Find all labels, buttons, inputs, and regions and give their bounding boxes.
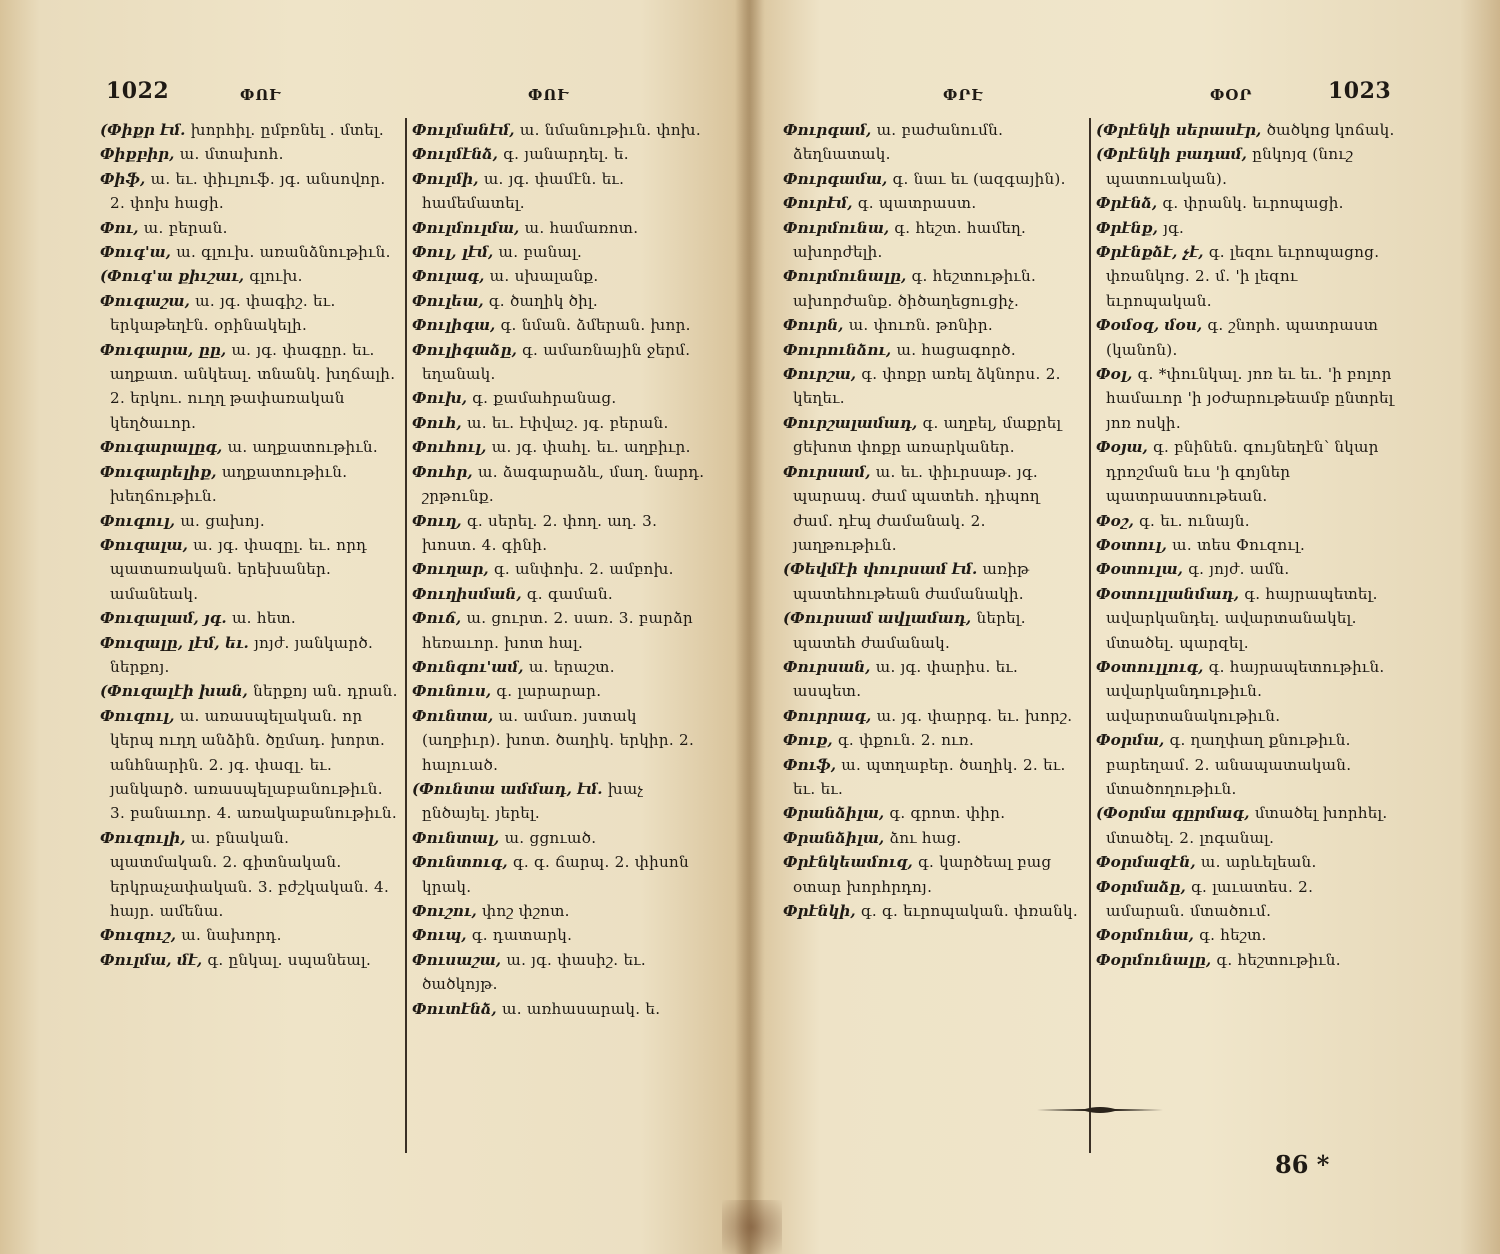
entry-definition: գ․ նման․ ձմերան․ խոր․ <box>500 316 691 335</box>
entry-headword: (Փրէնկի բադամ, <box>1096 145 1253 164</box>
column-3 <box>783 118 1083 923</box>
entry-headword: Փօյա, <box>1096 438 1154 457</box>
entry-headword: Փունգու'ամ, <box>412 657 529 676</box>
entry-headword: Փուրն, <box>783 316 849 335</box>
entry-definition: ա․ նմանութիւն․ փոխ․ <box>519 121 702 139</box>
entry-definition: ա․ յգ․ փարիս․ եւ․ ասպետ․ <box>793 657 1019 701</box>
dictionary-entry <box>783 338 1083 362</box>
entry-definition: գ․ փքուն․ 2․ ուռ․ <box>837 731 975 750</box>
dictionary-entry <box>783 899 1083 923</box>
entry-definition: ա․ երաշտ․ <box>528 657 615 676</box>
dictionary-entry <box>412 826 712 850</box>
dictionary-entry <box>100 679 400 703</box>
entry-headword: Փօտուլա, <box>1096 560 1189 579</box>
entry-definition: ա․ բերան․ <box>143 218 228 237</box>
entry-headword: Փիքբիր, <box>100 145 180 164</box>
dictionary-entry <box>412 679 712 703</box>
entry-definition: գ․ պատրաստ․ <box>857 194 977 213</box>
entry-headword: Փուզալը, լէմ, եւ. <box>100 633 255 652</box>
dictionary-entry <box>1096 582 1396 655</box>
entry-headword: Փուրունձու, <box>783 340 897 359</box>
entry-definition: ա․ յգ․ փագիշ․ եւ․ երկաթեղէն․ օրինակելի․ <box>110 291 336 335</box>
entry-definition: ա․ եւ․ փիւլուֆ․ յգ․ անսովոր․ 2․ փոխ հացի․ <box>110 169 386 213</box>
entry-headword: Փուլմա, մէ, <box>100 950 208 969</box>
entry-definition: ընկոյզ (նուշ պատուական)․ <box>1106 145 1354 188</box>
entry-headword: Փու, <box>100 218 144 237</box>
entry-headword: Փիֆ, <box>100 169 151 188</box>
dictionary-entry <box>412 704 712 777</box>
entry-definition: յոյժ․ յանկարծ․ ներքոյ․ <box>110 633 374 676</box>
entry-definition: ա․ նախորդ․ <box>181 926 282 945</box>
entry-headword: Փուզալամ, յգ. <box>100 609 232 628</box>
entry-headword: Փուրշալամադ, <box>783 413 923 432</box>
entry-headword: Փուրէմ, <box>783 194 858 213</box>
entry-definition: գ․ անփոխ․ 2․ ամբոխ․ <box>494 560 674 579</box>
dictionary-entry <box>412 142 712 166</box>
dictionary-entry <box>1096 728 1396 801</box>
column-rule <box>1089 118 1091 1153</box>
entry-headword: Փուղար, <box>412 560 495 579</box>
dictionary-entry <box>100 948 400 972</box>
page-number-right: 1023 <box>1328 78 1392 104</box>
entry-definition: գ․ յոյժ․ ամն․ <box>1188 560 1290 579</box>
dictionary-entry <box>100 118 400 142</box>
dictionary-entry <box>783 313 1083 337</box>
entry-definition: գ․ գրոտ․ փիր․ <box>889 804 1006 823</box>
entry-definition: գ․ շնորհ․ պատրաստ (կանոն)․ <box>1106 316 1379 359</box>
dictionary-entry <box>100 606 400 630</box>
entry-definition: խորհիլ․ ըմբռնել ․ մտել․ <box>190 121 385 139</box>
dictionary-entry <box>412 264 712 288</box>
entry-definition: գ․ նաւ եւ (ազգային)․ <box>892 169 1066 188</box>
entry-headword: Փուզուլի, <box>100 828 191 847</box>
entry-headword: (Փեվմէի փուրսամ էմ. <box>783 560 983 579</box>
column-1 <box>100 118 400 972</box>
dictionary-entry <box>783 728 1083 752</box>
entry-definition: ա․ արևելեան․ <box>1200 853 1317 872</box>
entry-definition: ա․ առասպելական․ որ կերպ ուղղ անձին․ ծըմադ․ խորտ․ անհնարին․ 2․ յգ․ փազլ․ եւ․ յանկարծ․ առասպելաբանութիւն․ 3․ բանաւոր․ 4․ առակաբանութիւն․ <box>110 706 397 823</box>
entry-headword: Փունտա, <box>412 706 499 725</box>
dictionary-entry <box>412 582 712 606</box>
dictionary-entry <box>100 923 400 947</box>
entry-headword: (Փուզալէի խան, <box>100 682 254 701</box>
entry-headword: Փօմօզ, մօս, <box>1096 316 1208 335</box>
entry-definition: գ․ հեշտութիւն․ <box>1216 950 1341 969</box>
dictionary-entry <box>783 460 1083 558</box>
dictionary-entry <box>100 264 400 288</box>
dictionary-entry <box>412 997 712 1021</box>
entry-definition: մտածել խորհել․ մտածել․ 2․ լոգանալ․ <box>1106 804 1388 847</box>
entry-definition: ա․ յգ․ փագըր․ եւ․ աղքատ․ անկեալ․ տնանկ․ խղճալի․ 2․ երկու․ ուղղ թափառական կեղծաւոր․ <box>110 340 396 432</box>
entry-definition: գ․ ղաղփաղ քնութիւն․ բարեղամ․ 2․ անապատական․ մտածողութիւն․ <box>1106 731 1352 798</box>
guide-word-left: ՓՐԷ <box>943 86 984 104</box>
entry-headword: Փրէնքձէ, չէ, <box>1096 243 1209 262</box>
entry-definition: գ․ հեշտ․ համեղ․ ախորժելի․ <box>793 218 1027 262</box>
entry-headword: Փուսաշա, <box>412 950 507 969</box>
entry-headword: (Փուգ'ա քիւշաւ, <box>100 267 250 286</box>
entry-definition: փոշ փշոտ․ <box>482 902 570 920</box>
entry-headword: Փուղ, <box>412 511 467 530</box>
entry-definition: աղքատութիւն․ խեղճութիւն․ <box>110 462 348 506</box>
entry-definition: գ․ հեշտ․ <box>1199 926 1267 945</box>
dictionary-entry <box>412 509 712 558</box>
column-4 <box>1096 118 1396 972</box>
entry-headword: Փուգուլ, <box>100 511 181 530</box>
dictionary-entry <box>1096 435 1396 508</box>
dictionary-entry <box>412 655 712 679</box>
entry-headword: Փօտուլլուգ, <box>1096 657 1209 676</box>
dictionary-entry <box>783 826 1083 850</box>
dictionary-entry <box>100 142 400 166</box>
entry-headword: Փուհուլ, <box>412 438 492 457</box>
entry-definition: ներել․ պատեհ ժամանակ․ <box>793 609 1026 652</box>
dictionary-entry <box>1096 557 1396 581</box>
entry-headword: Փրէնկի, <box>783 902 861 920</box>
entry-headword: (Փուրսամ ավլամադ, <box>783 609 977 628</box>
entry-headword: Փուզալա, <box>100 535 194 554</box>
dictionary-entry <box>100 460 400 509</box>
entry-headword: Փուրգամ, <box>783 121 877 139</box>
dictionary-entry <box>412 606 712 655</box>
entry-headword: Փօրմաձը, <box>1096 877 1192 896</box>
entry-definition: ա․ եւ․ էփվաշ․ յգ․ բերան․ <box>466 413 669 432</box>
entry-definition: գ․ գ․ ճարպ․ 2․ փիսոն կրակ․ <box>422 853 689 896</box>
entry-definition: գ․ լարարար․ <box>496 682 602 701</box>
entry-headword: (Փիքր էմ. <box>100 121 191 139</box>
dictionary-entry <box>412 923 712 947</box>
entry-headword: Փրանձիլա, <box>783 828 890 847</box>
entry-definition: գ․ կարծեալ բաց օտար խորհրդոյ․ <box>793 853 1052 896</box>
entry-headword: Փուլմանէմ, <box>412 121 520 139</box>
entry-definition: յգ․ <box>1163 218 1185 237</box>
entry-definition: գ․ բնինեն․ գույնեղէն՝ նկար դրոշման եւս 'ի գոյներ պատրաստութեան․ <box>1106 438 1379 506</box>
entry-headword: Փուլմէնձ, <box>412 145 504 164</box>
entry-headword: Փուլ, լէմ, <box>412 243 499 262</box>
entry-definition: ծածկոց կոճակ․ <box>1266 121 1395 139</box>
dictionary-entry <box>1096 313 1396 362</box>
dictionary-entry <box>1096 850 1396 874</box>
dictionary-entry <box>412 411 712 435</box>
dictionary-entry <box>100 704 400 826</box>
entry-definition: գ․ ծաղիկ ծիլ․ <box>488 291 599 310</box>
dictionary-entry <box>412 386 712 410</box>
entry-definition: ա․ համառոտ․ <box>524 218 639 237</box>
entry-definition: գ․ գ․ եւրոպական․ փռանկ․ <box>861 902 1079 920</box>
entry-headword: Փուրգամա, <box>783 169 893 188</box>
dictionary-entry <box>412 338 712 387</box>
entry-definition: գլուխ․ <box>249 267 303 286</box>
entry-definition: ա․ ցախոյ․ <box>180 511 265 530</box>
dictionary-entry <box>412 850 712 899</box>
entry-definition: ա․ տես Փուզուլ․ <box>1172 535 1306 554</box>
entry-definition: ա․ բնական․ պատմական․ 2․ գիտնական․ երկրաչափական․ 3․ բժշկական․ 4․ հայր․ ամենա․ <box>110 828 390 920</box>
dictionary-entry <box>412 118 712 142</box>
entry-definition: գ․ հայրապետութիւն․ ավարկանդութիւն․ ավարտանակութիւն․ <box>1106 657 1385 725</box>
entry-headword: Փուլագ, <box>412 267 490 286</box>
dictionary-entry <box>412 948 712 997</box>
entry-definition: ա․ փուռն․ թոնիր․ <box>848 316 994 335</box>
entry-definition: ա․ ձագարաձև, մաղ․ նարդ․ շրթունք․ <box>422 462 705 506</box>
dictionary-entry <box>412 435 712 459</box>
entry-definition: ա․ պտղաբեր․ ծաղիկ․ 2․ եւ․ եւ․ եւ․ <box>793 755 1066 798</box>
dictionary-entry <box>783 801 1083 825</box>
entry-definition: ա․ բանալ․ <box>498 243 583 262</box>
entry-headword: Փուրսան, <box>783 657 876 676</box>
dictionary-entry <box>100 289 400 338</box>
entry-headword: Փուլեա, <box>412 291 489 310</box>
entry-definition: ա․ յգ․ փազըլ․ եւ․ որդ պատառական․ երեխաներ․ ամանեակ․ <box>110 535 367 603</box>
entry-definition: ձու հաց․ <box>889 828 962 847</box>
entry-definition: գ․ սերել․ 2․ փող․ աղ․ 3․ խոստ․ 4․ գինի․ <box>422 511 658 554</box>
dictionary-entry <box>100 240 400 264</box>
entry-headword: Փուճ, <box>412 609 467 628</box>
dictionary-entry <box>100 631 400 680</box>
entry-headword: Փուգարելիք, <box>100 462 222 481</box>
entry-headword: Փուգարալըգ, <box>100 438 228 457</box>
entry-headword: Փրէնք, <box>1096 218 1164 237</box>
entry-headword: Փուտէնձ, <box>412 999 502 1018</box>
entry-definition: ա․ ցցուած․ <box>504 828 597 847</box>
dictionary-entry <box>100 216 400 240</box>
entry-definition: գ․ գաման․ <box>526 584 614 603</box>
left-page <box>0 0 745 1254</box>
entry-definition: գ․ ամառնային ջերմ․ եղանակ․ <box>422 340 691 384</box>
dictionary-entry <box>412 460 712 509</box>
entry-headword: Փունուս, <box>412 682 497 701</box>
dictionary-entry <box>1096 509 1396 533</box>
entry-headword: Փօրմա, <box>1096 731 1170 750</box>
entry-definition: գ․ փոքր առել ձկնորս․ 2․ կեղեւ․ <box>793 365 1061 408</box>
entry-headword: Փուլիգա, <box>412 316 501 335</box>
dictionary-entry <box>783 557 1083 606</box>
dictionary-entry <box>100 533 400 606</box>
entry-definition: խաչ ընծայել․ յերել․ <box>422 779 644 823</box>
entry-headword: Փուֆ, <box>783 755 842 774</box>
dictionary-entry <box>100 338 400 436</box>
entry-headword: (Փրէնկի սերասէր, <box>1096 121 1267 139</box>
dictionary-entry <box>783 606 1083 655</box>
dictionary-entry <box>1096 191 1396 215</box>
entry-headword: (Փունտա ամմադ, էմ. <box>412 779 608 798</box>
dictionary-entry <box>100 167 400 216</box>
entry-headword: Փօտուլլանմադ, <box>1096 584 1245 603</box>
dictionary-entry <box>783 167 1083 191</box>
entry-definition: ա․ աղքատութիւն․ <box>227 438 379 457</box>
dictionary-entry <box>1096 216 1396 240</box>
entry-headword: Փուլիգաձը, <box>412 340 523 359</box>
dictionary-entry <box>783 704 1083 728</box>
entry-definition: գ․ դատարկ․ <box>471 926 573 945</box>
dictionary-entry <box>1096 118 1396 142</box>
entry-definition: գ․ փրանկ․ եւրոպացի․ <box>1162 194 1344 213</box>
dictionary-entry <box>100 509 400 533</box>
entry-headword: Փուրմունալը, <box>783 267 912 286</box>
entry-definition: գ․ լաւատես․ 2․ ամարան․ մտածում․ <box>1106 877 1314 920</box>
fleuron-ornament <box>1035 1104 1165 1116</box>
dictionary-entry <box>412 313 712 337</box>
entry-definition: գ․ եւ․ ունայն․ <box>1139 511 1250 530</box>
dictionary-entry <box>1096 533 1396 557</box>
entry-headword: Փուրսամ, <box>783 462 876 481</box>
dictionary-entry <box>783 362 1083 411</box>
entry-headword: Փուլմի, <box>412 169 484 188</box>
entry-definition: ա․ եւ․ փիւրսաթ․ յգ․ պարապ․ ժամ պատեհ․ դիպող ժամ․ դէպ ժամանակ․ 2․ յաղթութիւն․ <box>793 462 1040 554</box>
dictionary-entry <box>412 289 712 313</box>
dictionary-entry <box>1096 875 1396 924</box>
dictionary-entry <box>412 557 712 581</box>
entry-definition: ա․ հացագործ․ <box>896 340 1017 359</box>
entry-definition: գ․ հայրապետել․ ավարկանդել․ ավարտանակել․ մտածել․ պարզել․ <box>1106 584 1378 652</box>
dictionary-entry <box>783 216 1083 265</box>
entry-headword: Փուղիսման, <box>412 584 527 603</box>
entry-definition: ա․ ամառ․ յստակ (աղբիւր)․ խոտ․ ծաղիկ․ երկիր․ 2․ հալուած․ <box>422 706 695 774</box>
entry-headword: Փուզուլ, <box>100 706 180 725</box>
column-rule <box>405 118 407 1153</box>
right-page <box>755 0 1500 1254</box>
entry-definition: գ․ յանարդել․ ե․ <box>503 145 629 164</box>
entry-definition: ա․ յգ․ փարրգ․ եւ․ խորշ․ <box>876 706 1073 725</box>
entry-definition: գ․ աղբել, մաքրել ցեխոտ փոքր առարկաներ․ <box>793 413 1062 457</box>
guide-word-right: ՓՈՒ <box>528 86 570 104</box>
entry-headword: Փրէնկեամուզ, <box>783 853 919 872</box>
entry-headword: Փրէնձ, <box>1096 194 1163 213</box>
entry-headword: Փուրմունա, <box>783 218 895 237</box>
dictionary-entry <box>783 753 1083 802</box>
entry-headword: Փուպ, <box>412 926 472 945</box>
dictionary-entry <box>1096 948 1396 972</box>
guide-word-right: ՓՕՐ <box>1210 86 1253 104</box>
entry-headword: Փուխ, <box>412 389 473 408</box>
signature-mark: 86 * <box>1275 1150 1330 1179</box>
entry-headword: Փօրմունա, <box>1096 926 1200 945</box>
entry-headword: Փուհր, <box>412 462 478 481</box>
entry-headword: Փուգարա, ըը, <box>100 340 232 359</box>
entry-headword: Փրանձիլա, <box>783 804 890 823</box>
entry-headword: Փօշ, <box>1096 511 1140 530</box>
entry-headword: Փուգաշա, <box>100 291 196 310</box>
dictionary-entry <box>783 655 1083 704</box>
entry-definition: գ․ ընկալ․ սպանեալ․ <box>207 950 372 969</box>
entry-definition: ա․ ցուրտ․ 2․ սառ․ 3․ բարձր հեռաւոր․ խոտ հալ․ <box>422 609 693 652</box>
dictionary-entry <box>783 118 1083 167</box>
dictionary-entry <box>1096 142 1396 191</box>
entry-definition: ներքոյ ան․ դրան․ <box>253 682 398 701</box>
dictionary-entry <box>412 167 712 216</box>
dictionary-entry <box>1096 923 1396 947</box>
entry-headword: (Փօրմա գըրմագ, <box>1096 804 1255 823</box>
entry-definition: ա․ սխալանք․ <box>489 267 599 286</box>
entry-headword: Փուլմուլմա, <box>412 218 525 237</box>
entry-definition: առիթ պատեհութեան ժամանակի․ <box>793 560 1030 603</box>
entry-headword: Փուշու, <box>412 902 483 920</box>
entry-headword: Փօրմազէն, <box>1096 853 1201 872</box>
entry-definition: ա․ մտախոհ․ <box>179 145 284 164</box>
entry-definition: գ․ լեզու եւրոպացոց․ փռանկոց․ 2․ մ․ 'ի լեզու եւրոպական․ <box>1106 243 1380 310</box>
dictionary-entry <box>1096 362 1396 435</box>
entry-headword: Փունտալ, <box>412 828 505 847</box>
dictionary-entry <box>783 264 1083 313</box>
entry-headword: Փուք, <box>783 731 838 750</box>
entry-definition: գ․ *փունկալ․ յոռ եւ եւ․ 'ի բոլոր համաւոր 'ի յօժարութեամբ ընտրել յոռ ոսկի․ <box>1106 365 1394 432</box>
dictionary-entry <box>1096 240 1396 313</box>
dictionary-entry <box>412 240 712 264</box>
entry-definition: ա․ բաժանումն․ ձեղնատակ․ <box>793 121 1004 164</box>
dictionary-entry <box>100 435 400 459</box>
entry-definition: ա․ յգ․ փամէն․ եւ․ համեմատել․ <box>422 169 625 213</box>
entry-definition: ա․ յգ․ փահլ․ եւ․ աղբիւր․ <box>491 438 691 457</box>
entry-headword: Փուրշա, <box>783 365 862 384</box>
entry-headword: Փուզուշ, <box>100 926 182 945</box>
dictionary-entry <box>412 899 712 923</box>
dictionary-entry <box>783 850 1083 899</box>
entry-definition: գ․ հեշտութիւն․ ախորժանք․ ծիծաղեցուցիչ․ <box>793 267 1037 310</box>
dictionary-entry <box>1096 655 1396 728</box>
dictionary-entry <box>783 411 1083 460</box>
page-number-left: 1022 <box>106 78 170 104</box>
entry-definition: ա․ առհասարակ․ ե․ <box>501 999 661 1018</box>
entry-headword: Փուհ, <box>412 413 467 432</box>
entry-headword: Փուրրագ, <box>783 706 877 725</box>
entry-headword: Փուգ'ա, <box>100 243 177 262</box>
entry-definition: ա․ յգ․ փասիշ․ եւ․ ծածկոյթ․ <box>422 950 647 994</box>
column-2 <box>412 118 712 1021</box>
entry-definition: ա․ գլուխ․ առանձնութիւն․ <box>176 243 391 262</box>
dictionary-entry <box>412 216 712 240</box>
entry-definition: գ․ քամահրանաց․ <box>472 389 617 408</box>
dictionary-entry <box>1096 801 1396 850</box>
entry-headword: Փունտուգ, <box>412 853 513 872</box>
entry-definition: ա․ հետ․ <box>231 609 297 628</box>
guide-word-left: ՓՈՒ <box>240 86 282 104</box>
entry-headword: Փօտուլ, <box>1096 535 1173 554</box>
entry-headword: Փօրմունալը, <box>1096 950 1217 969</box>
dictionary-entry <box>100 826 400 924</box>
dictionary-entry <box>412 777 712 826</box>
dictionary-entry <box>783 191 1083 215</box>
entry-headword: Փօլ, <box>1096 365 1138 384</box>
